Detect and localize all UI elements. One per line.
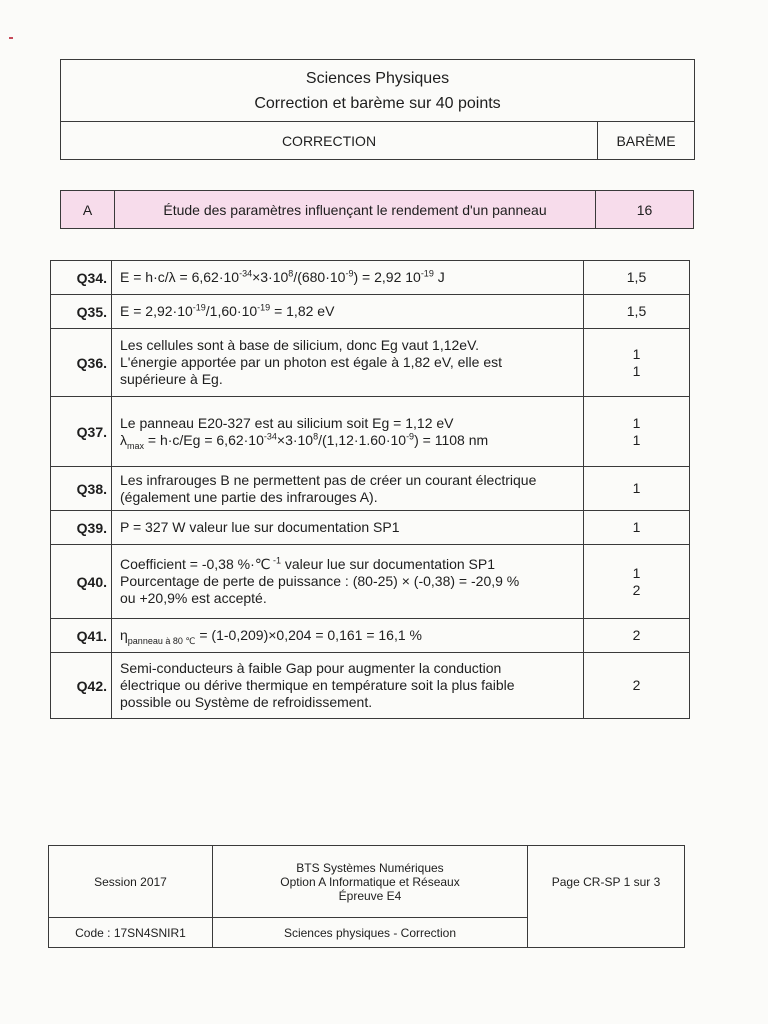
title-line-2: Correction et barème sur 40 points	[254, 95, 501, 112]
question-points: 1	[584, 511, 690, 545]
question-label: Q42.	[51, 653, 112, 719]
question-points: 1,5	[584, 295, 690, 329]
question-row-q41	[51, 619, 690, 653]
question-answer: P = 327 W valeur lue sur documentation SP1	[112, 511, 584, 545]
question-points: 1,5	[584, 261, 690, 295]
question-label: Q37.	[51, 397, 112, 467]
correction-column-header: CORRECTION	[61, 122, 598, 160]
question-row-q37	[51, 397, 690, 467]
question-answer: Le panneau E20-327 est au silicium soit Eg = 1,12 eV $\lambda_{max} = h\cdot c/Eg = 6,62\cdot 10^{-34}\times 3\cdot 10^8/(1,12\cdot 1.60\cdot 10^{-9}) = 1108$ nm	[112, 397, 584, 467]
section-letter: A	[61, 191, 115, 229]
question-row-q42	[51, 653, 690, 719]
questions-table	[50, 260, 690, 719]
question-answer: $\eta_{panneau à 80 ℃} = (1-0,209)\times 0,204 = 0,161 = 16,1$ %	[112, 619, 584, 653]
question-row-q40	[51, 545, 690, 619]
question-label: Q39.	[51, 511, 112, 545]
question-answer: $E = h\cdot c/\lambda = 6,62\cdot 10^{-34}\times 3\cdot 10^8/(680\cdot 10^{-9}) = 2,92$ $10^{-19}$ J	[112, 261, 584, 295]
section-title: Étude des paramètres influençant le rendement d'un panneau	[115, 191, 596, 229]
question-points: 1 2	[584, 545, 690, 619]
footer-session: Session 2017	[49, 846, 213, 918]
title-line-1: Sciences Physiques	[305, 70, 450, 87]
question-label: Q34.	[51, 261, 112, 295]
question-answer: Coefficient = -0,38 %·℃ $^{-1}$ valeur lue sur documentation SP1 Pourcentage de perte de puissance : (80-25) × (-0,38) = -20,9 % ou +20,9% est accepté.	[112, 545, 584, 619]
footer-exam: BTS Systèmes Numériques Option A Informatique et Réseaux Épreuve E4	[213, 846, 528, 918]
question-points: 2	[584, 619, 690, 653]
question-label: Q41.	[51, 619, 112, 653]
question-answer: Les infrarouges B ne permettent pas de créer un courant électrique (également une partie des infrarouges A).	[112, 467, 584, 511]
question-label: Q40.	[51, 545, 112, 619]
footer-subject: Sciences physiques - Correction	[213, 918, 528, 948]
question-label: Q36.	[51, 329, 112, 397]
question-points: 1	[584, 467, 690, 511]
footer-code: Code : 17SN4SNIR1	[49, 918, 213, 948]
question-answer: $E = 2,92\cdot 10^{-19}/1,60\cdot 10^{-19} = 1,82$ eV	[112, 295, 584, 329]
bareme-column-header: BARÈME	[598, 122, 695, 160]
footer-table	[48, 845, 685, 948]
stray-mark	[9, 37, 13, 39]
question-row-q38	[51, 467, 690, 511]
section-a-row	[60, 190, 694, 229]
question-row-q35	[51, 295, 690, 329]
question-row-q36	[51, 329, 690, 397]
question-row-q39	[51, 511, 690, 545]
document-title	[61, 60, 695, 122]
question-points: 1 1	[584, 397, 690, 467]
question-row-q34	[51, 261, 690, 295]
question-answer: Les cellules sont à base de silicium, donc Eg vaut 1,12eV. L'énergie apportée par un photon est égale à 1,82 eV, elle est supérieure à Eg.	[112, 329, 584, 397]
footer-page-number: Page CR-SP 1 sur 3	[528, 846, 685, 948]
question-label: Q38.	[51, 467, 112, 511]
question-points: 2	[584, 653, 690, 719]
header-table	[60, 59, 695, 160]
question-answer: Semi-conducteurs à faible Gap pour augmenter la conduction électrique ou dérive thermique en température soit la plus faible possible ou Système de refroidissement.	[112, 653, 584, 719]
question-label: Q35.	[51, 295, 112, 329]
section-points: 16	[596, 191, 694, 229]
question-points: 1 1	[584, 329, 690, 397]
